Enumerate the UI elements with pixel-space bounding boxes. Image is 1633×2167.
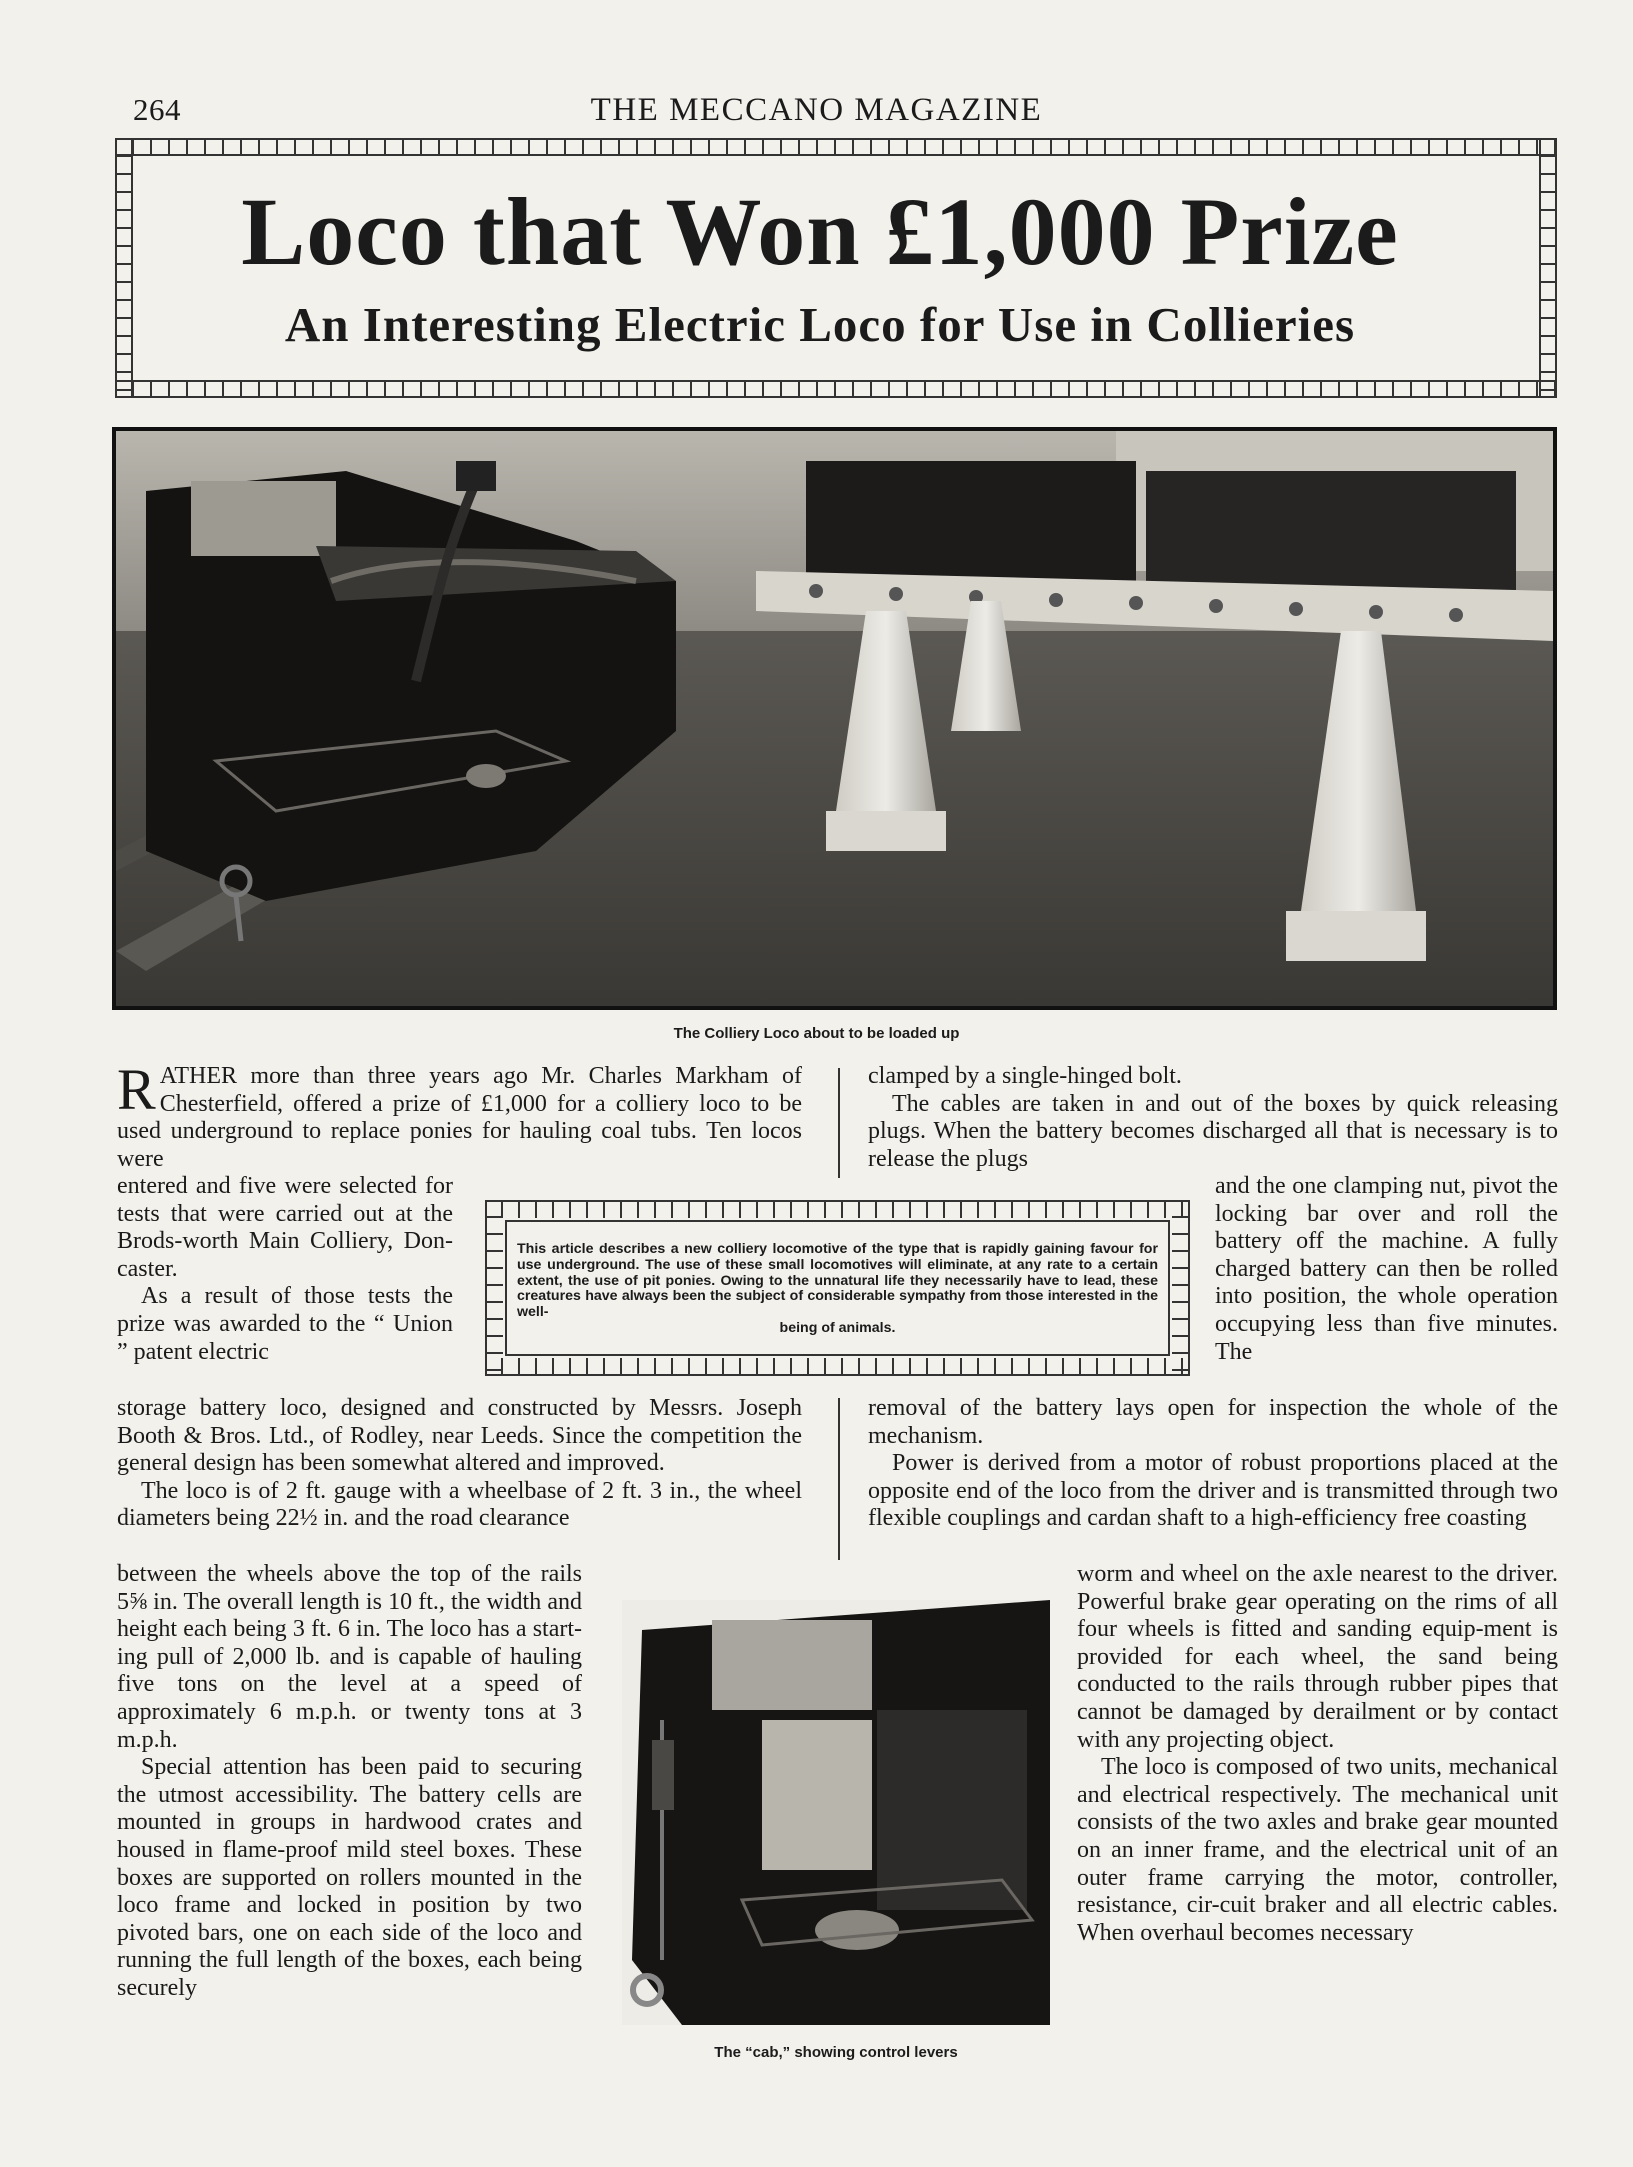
- column-rule-middle: [838, 1398, 840, 1560]
- article-r1: clamped by a single-hinged bolt.: [868, 1063, 1182, 1089]
- inset-frame-right: [1172, 1202, 1188, 1374]
- article-col2-wide: [868, 1395, 1558, 1533]
- inset-frame-bottom: [487, 1358, 1188, 1374]
- article-p4: Special attention has been paid to securing the utmost accessibility. The battery cells are mounted in groups in hardwood crates and housed in flame-proof mild steel boxes. These boxes are supported on rollers mounted in the loco frame and locked in position by two pivoted bars, one on each side of the loco and running the full length of the boxes, each being securely: [117, 1754, 582, 2001]
- article-p1-b: entered and five were selected for tests that were carried out at the Brods-worth Main Colliery, Don-caster.: [117, 1173, 453, 1282]
- article-p2-a: As a result of those tests the prize was awarded to the “ Union ” patent electric: [117, 1283, 453, 1365]
- magazine-title: THE MECCANO MAGAZINE: [590, 92, 1043, 128]
- article-p3-b: between the wheels above the top of the rails 5⅝ in. The overall length is 10 ft., the width and height each being 3 ft. 6 in. The loco has a start-ing pull of 2,000 lb. and is capable of hauling five tons on the level at a speed of approximately 6 m.p.h. or twenty tons at 3 m.p.h.: [117, 1561, 582, 1753]
- inset-frame-top: [487, 1202, 1188, 1218]
- article-col2-bottom: [1077, 1561, 1558, 1947]
- title-frame-left: [115, 138, 133, 398]
- article-p1-a: ATHER more than three years ago Mr. Charles Markham of Chesterfield, offered a prize of £1,000 for a colliery loco to be used underground to replace ponies for hauling coal tubs. Ten locos were: [117, 1063, 802, 1172]
- article-col1-wide: [117, 1395, 802, 1533]
- inset-text-last: being of animals.: [779, 1319, 896, 1336]
- cab-photo-caption: The “cab,” showing control levers: [714, 2044, 958, 2061]
- cab-photo: [622, 1600, 1050, 2025]
- article-col1-narrow: [117, 1173, 453, 1366]
- main-photo-caption: The Colliery Loco about to be loaded up: [673, 1025, 960, 1042]
- inset-text: [517, 1242, 1158, 1337]
- loco-photo-illustration: [116, 431, 1553, 1006]
- title-frame-right: [1539, 138, 1557, 398]
- subheadline: An Interesting Electric Loco for Use in Collieries: [284, 297, 1356, 352]
- article-r2-c: removal of the battery lays open for inspection the whole of the mechanism.: [868, 1395, 1558, 1449]
- article-r4: The loco is composed of two units, mechanical and electrical respectively. The mechanical unit consists of the two axles and brake gear mounted on an inner frame, and the electrical unit of an outer frame carrying the motor, controller, resistance, cir-cuit braker and all electric cables. When overhaul becomes necessary: [1077, 1754, 1558, 1946]
- column-rule-top: [838, 1068, 840, 1178]
- article-col1-bottom: [117, 1561, 582, 2003]
- headline: Loco that Won £1,000 Prize: [241, 178, 1399, 285]
- inset-text-main: This article describes a new colliery locomotive of the type that is rapidly gaining favour for use underground. The use of these small locomotives will eliminate, at any rate to a certain extent, the use of pit ponies. Owing to the unnatural life they necessarily have to lead, these creatures have always been the subject of considerable sympathy from those interested in the well-: [517, 1241, 1158, 1321]
- title-frame-top: [115, 138, 1557, 156]
- inset-box: [485, 1200, 1190, 1376]
- article-col2-narrow: [1215, 1173, 1558, 1366]
- cab-photo-illustration: [622, 1600, 1050, 2025]
- inset-frame-left: [487, 1202, 503, 1374]
- article-col1-top: [117, 1057, 802, 1173]
- main-photo-colliery-loco: [112, 427, 1557, 1010]
- article-col2-top: [868, 1063, 1558, 1173]
- article-p2-b: storage battery loco, designed and constructed by Messrs. Joseph Booth & Bros. Ltd., of Rodley, near Leeds. Since the competition the general design has been somewhat altered and improved.: [117, 1395, 802, 1477]
- article-r3-b: worm and wheel on the axle nearest to the driver. Powerful brake gear operating on the rims of all four wheels is fitted and sanding equip-ment is provided for each wheel, the sand being conducted to the rails through rubber pipes that cannot be damaged by derailment or by contact with any projecting object.: [1077, 1561, 1558, 1753]
- drop-cap: R: [117, 1057, 156, 1122]
- article-r2-b: and the one clamping nut, pivot the locking bar over and roll the battery off the machine. A fully charged battery can then be rolled into position, the whole operation occupying less than five minutes. The: [1215, 1173, 1558, 1365]
- article-r2-a: The cables are taken in and out of the boxes by quick releasing plugs. When the battery becomes discharged all that is necessary is to release the plugs: [868, 1090, 1558, 1172]
- title-frame-bottom: [115, 380, 1557, 398]
- page-number: 264: [133, 92, 181, 127]
- article-r3-a: Power is derived from a motor of robust proportions placed at the opposite end of the loco from the driver and is transmitted through two flexible couplings and cardan shaft to a high-efficiency free coasting: [868, 1450, 1558, 1532]
- article-p3-a: The loco is of 2 ft. gauge with a wheelbase of 2 ft. 3 in., the wheel diameters being 22½ in. and the road clearance: [117, 1477, 802, 1532]
